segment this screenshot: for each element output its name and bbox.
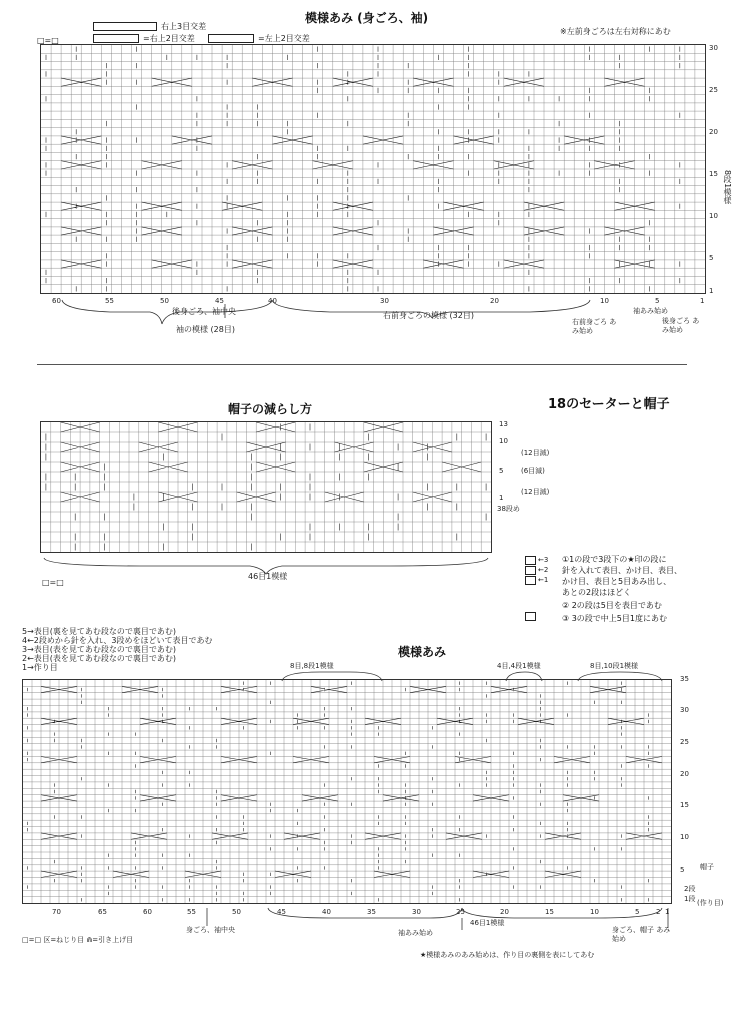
back-center-label: 後身ごろ、袖中央 (172, 307, 236, 316)
col-number: 15 (545, 908, 554, 916)
symbol-box-icon (525, 612, 536, 621)
row-number: 10 (709, 212, 718, 220)
chart1-braces (0, 296, 750, 356)
symbol-box-icon (525, 556, 536, 565)
section-divider (37, 364, 687, 365)
col-number: 40 (322, 908, 331, 916)
sleeve-start-label-3: 袖あみ始め (398, 929, 433, 937)
row-number: 2段 (684, 885, 696, 893)
row-number: 30 (709, 44, 718, 52)
hat-label: 帽子 (700, 863, 714, 871)
repeat-8x10: 8目,10段1模様 (590, 662, 639, 670)
col-number: 60 (52, 297, 61, 305)
col-number: 1 (700, 297, 705, 305)
section-heading: 18のセーターと帽子 (548, 397, 670, 412)
col-number: 20 (500, 908, 509, 916)
stitch-grid-lines (41, 422, 491, 552)
row-number: 13 (499, 420, 508, 428)
row-number: 5 (499, 467, 504, 475)
col-number: 35 (367, 908, 376, 916)
col-number: 45 (215, 297, 224, 305)
decrease-2: (6目減) (521, 467, 545, 475)
cast-on-note: (作り目) (697, 899, 724, 907)
col-number: 5 (655, 297, 660, 305)
chart2-plain-key: □=□ (42, 578, 64, 587)
chart2-legend-symbols: ←3 ←2 ←1 (525, 554, 559, 624)
col-number: 10 (600, 297, 609, 305)
col-number: 10 (590, 908, 599, 916)
row-number: 1段 (684, 895, 696, 903)
col-number: 30 (380, 297, 389, 305)
bottom-key: □=□ 区=ねじり目 ⋒=引き上げ目 (22, 936, 134, 944)
back-start-label: 後身ごろ あみ始め (662, 317, 700, 334)
row-number: 25 (680, 738, 689, 746)
row-number: 5 (709, 254, 714, 262)
col-number: 55 (105, 297, 114, 305)
row-number: 20 (709, 128, 718, 136)
sleeve-start-label: 袖あみ始め (633, 307, 668, 315)
side-label: 8段1模様 (723, 170, 732, 205)
row-number: 15 (709, 170, 718, 178)
repeat-46-label-3: 46目1模様 (470, 919, 505, 927)
decrease-3: (12目減) (521, 488, 550, 496)
plain-stitch-key: □=□ (37, 36, 59, 45)
cast-on-row-label: 38段め (497, 505, 520, 513)
row-number: 20 (680, 770, 689, 778)
col-number: 55 (187, 908, 196, 916)
repeat-8x8: 8目,8段1模様 (290, 662, 334, 670)
cable-symbol-icon (93, 22, 157, 31)
symbol-box-icon (525, 576, 536, 585)
body-hat-start-label: 身ごろ、帽子 あみ始め (612, 926, 671, 943)
col-number: 2 (656, 908, 661, 916)
col-number: 30 (412, 908, 421, 916)
chart3-grid (22, 679, 672, 904)
col-number: 50 (232, 908, 241, 916)
chart2-title: 帽子の減らし方 (228, 402, 313, 416)
key-right-3-cross: 右上3目交差 (93, 21, 206, 32)
repeat-46-label: 46目1模様 (248, 572, 288, 581)
footnote: ★模様あみのあみ始めは、作り目の裏側を表にしてあむ (420, 951, 595, 959)
col-number: 65 (98, 908, 107, 916)
row-number: 15 (680, 801, 689, 809)
row-number: 10 (499, 437, 508, 445)
key-right-2-cross: =右上2目交差 (93, 33, 195, 44)
col-number: 60 (143, 908, 152, 916)
col-number: 20 (490, 297, 499, 305)
right-front-start-label: 右前身ごろ あみ始め (572, 318, 617, 335)
col-number: 1 (665, 908, 670, 916)
col-number: 25 (456, 908, 465, 916)
col-number: 5 (635, 908, 640, 916)
chart1-title: 模様あみ (身ごろ、袖) (305, 11, 429, 25)
decrease-1: (12目減) (521, 449, 550, 457)
chart1-note: ※左前身ごろは左右対称にあむ (560, 27, 671, 36)
repeat-4x4: 4目,4段1模様 (497, 662, 541, 670)
key-left-2-cross: =左上2目交差 (208, 33, 310, 44)
symbol-box-icon (525, 566, 536, 575)
col-number: 45 (277, 908, 286, 916)
body-center-label: 身ごろ、袖中央 (186, 926, 235, 934)
row-number: 35 (680, 675, 689, 683)
chart2-legend-notes: ①1の段で3段下の★印の段に 針を入れて表目、かけ目、表目、 かけ目、表目と5目あみ出し、 あとの2段はほどく ② 2の段は5目を表目であむ ③ 3の段で中上5目1度にあむ (562, 555, 682, 623)
row-number: 25 (709, 86, 718, 94)
sleeve-pattern-label: 袖の模様 (28目) (176, 325, 235, 334)
stitch-grid-lines (41, 45, 705, 293)
row-number: 1 (709, 287, 714, 295)
cable-symbol-icon (208, 34, 254, 43)
cable-symbol-icon (93, 34, 139, 43)
row-number: 30 (680, 706, 689, 714)
chart1-grid (40, 44, 706, 294)
right-front-pattern-label: 右前身ごろの模様 (32目) (383, 311, 474, 320)
col-number: 40 (268, 297, 277, 305)
col-number: 70 (52, 908, 61, 916)
row-number: 10 (680, 833, 689, 841)
row-number: 5 (680, 866, 685, 874)
row-number: 1 (499, 494, 504, 502)
chart3-title: 模様あみ (398, 645, 447, 659)
chart2-grid (40, 421, 492, 553)
chart3-legend: 5→表目(裏を見てあむ段なので裏目であむ) 4←2段めから針を入れ、3段めをほどいて表目であむ 3→表目(表を見てあむ段なので裏目であむ) 2←表目(表を見てあむ段なので裏目であむ) 1→作り目 (22, 627, 213, 672)
col-number: 50 (160, 297, 169, 305)
stitch-grid-lines (23, 680, 671, 903)
